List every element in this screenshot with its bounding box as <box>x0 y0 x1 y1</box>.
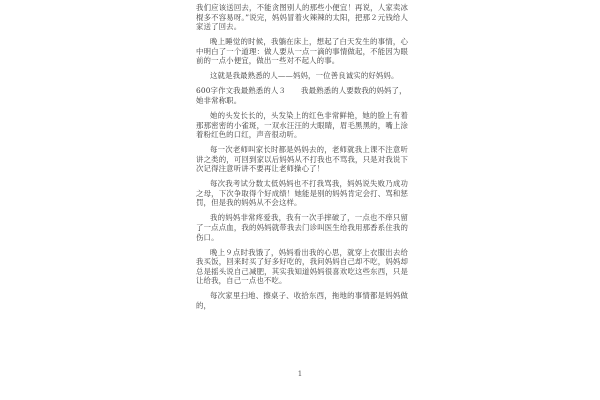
paragraph: 每次家里扫地、擦桌子、收拾东西，拖地的事情都是妈妈做的， <box>196 291 408 310</box>
paragraph: 我们应该送回去，不能贪图别人的那些小便宜！再说，人家卖冰棍多不容易呀。”说完，妈妈冒着火辣辣的太阳，把那２元钱给人家送了回去。 <box>196 3 408 32</box>
paragraph: 每次我考试分数太低妈妈也不打我骂我，妈妈说失败乃成功之母，下次争取得个好成绩！她能是别的妈妈肯定会打、骂和惩罚，但是我的妈妈从不会这样。 <box>196 179 408 208</box>
paragraph: 晚上睡觉的时候，我躺在床上，想起了白天发生的事情，心中明白了一个道理：做人要从一点一滴的事情做起，不能因为眼前的一点小便宜，做出一些对不起人的事。 <box>196 37 408 66</box>
page-number: 1 <box>297 370 303 378</box>
paragraph: 我的妈妈非常疼爱我，我有一次手摔破了，一点也不痒只留了一点点血，我的妈妈就带我去门诊叫医生给我用那香系住我的伤口。 <box>196 213 408 242</box>
essay-heading: 600字作文我最熟悉的人３ 我最熟悉的人要数我的妈妈了，她非常称职。 <box>196 86 407 105</box>
document-body <box>196 3 408 316</box>
paragraph: 她的头发长长的，头发染上的红色非常鲜艳，她的脸上有着那那密密的小雀斑，一双水汪汪的大眼睛，眉毛黑黑的，嘴上涂着粉红色的口红，声音很动听。 <box>196 110 408 140</box>
paragraph: 每一次老师叫家长时都是妈妈去的，老师就我上课不注意听讲之类的，可回到家以后妈妈从不打我也不骂我，只是对我说下次记得注意听讲不要再让老师操心了！ <box>196 145 408 174</box>
paragraph: 晚上９点时我饿了，妈妈看出我的心思，就穿上衣服出去给我买饭，回来时买了好多好吃的，我问妈妈自己却不吃，妈妈却总是摇头说自己减肥，其实我知道妈妈很喜欢吃这些东西，只是让给我，自己一点也不吃。 <box>196 247 408 286</box>
paragraph: 这就是我最熟悉的人——妈妈，一位善良诚实的好妈妈。 <box>210 71 399 81</box>
